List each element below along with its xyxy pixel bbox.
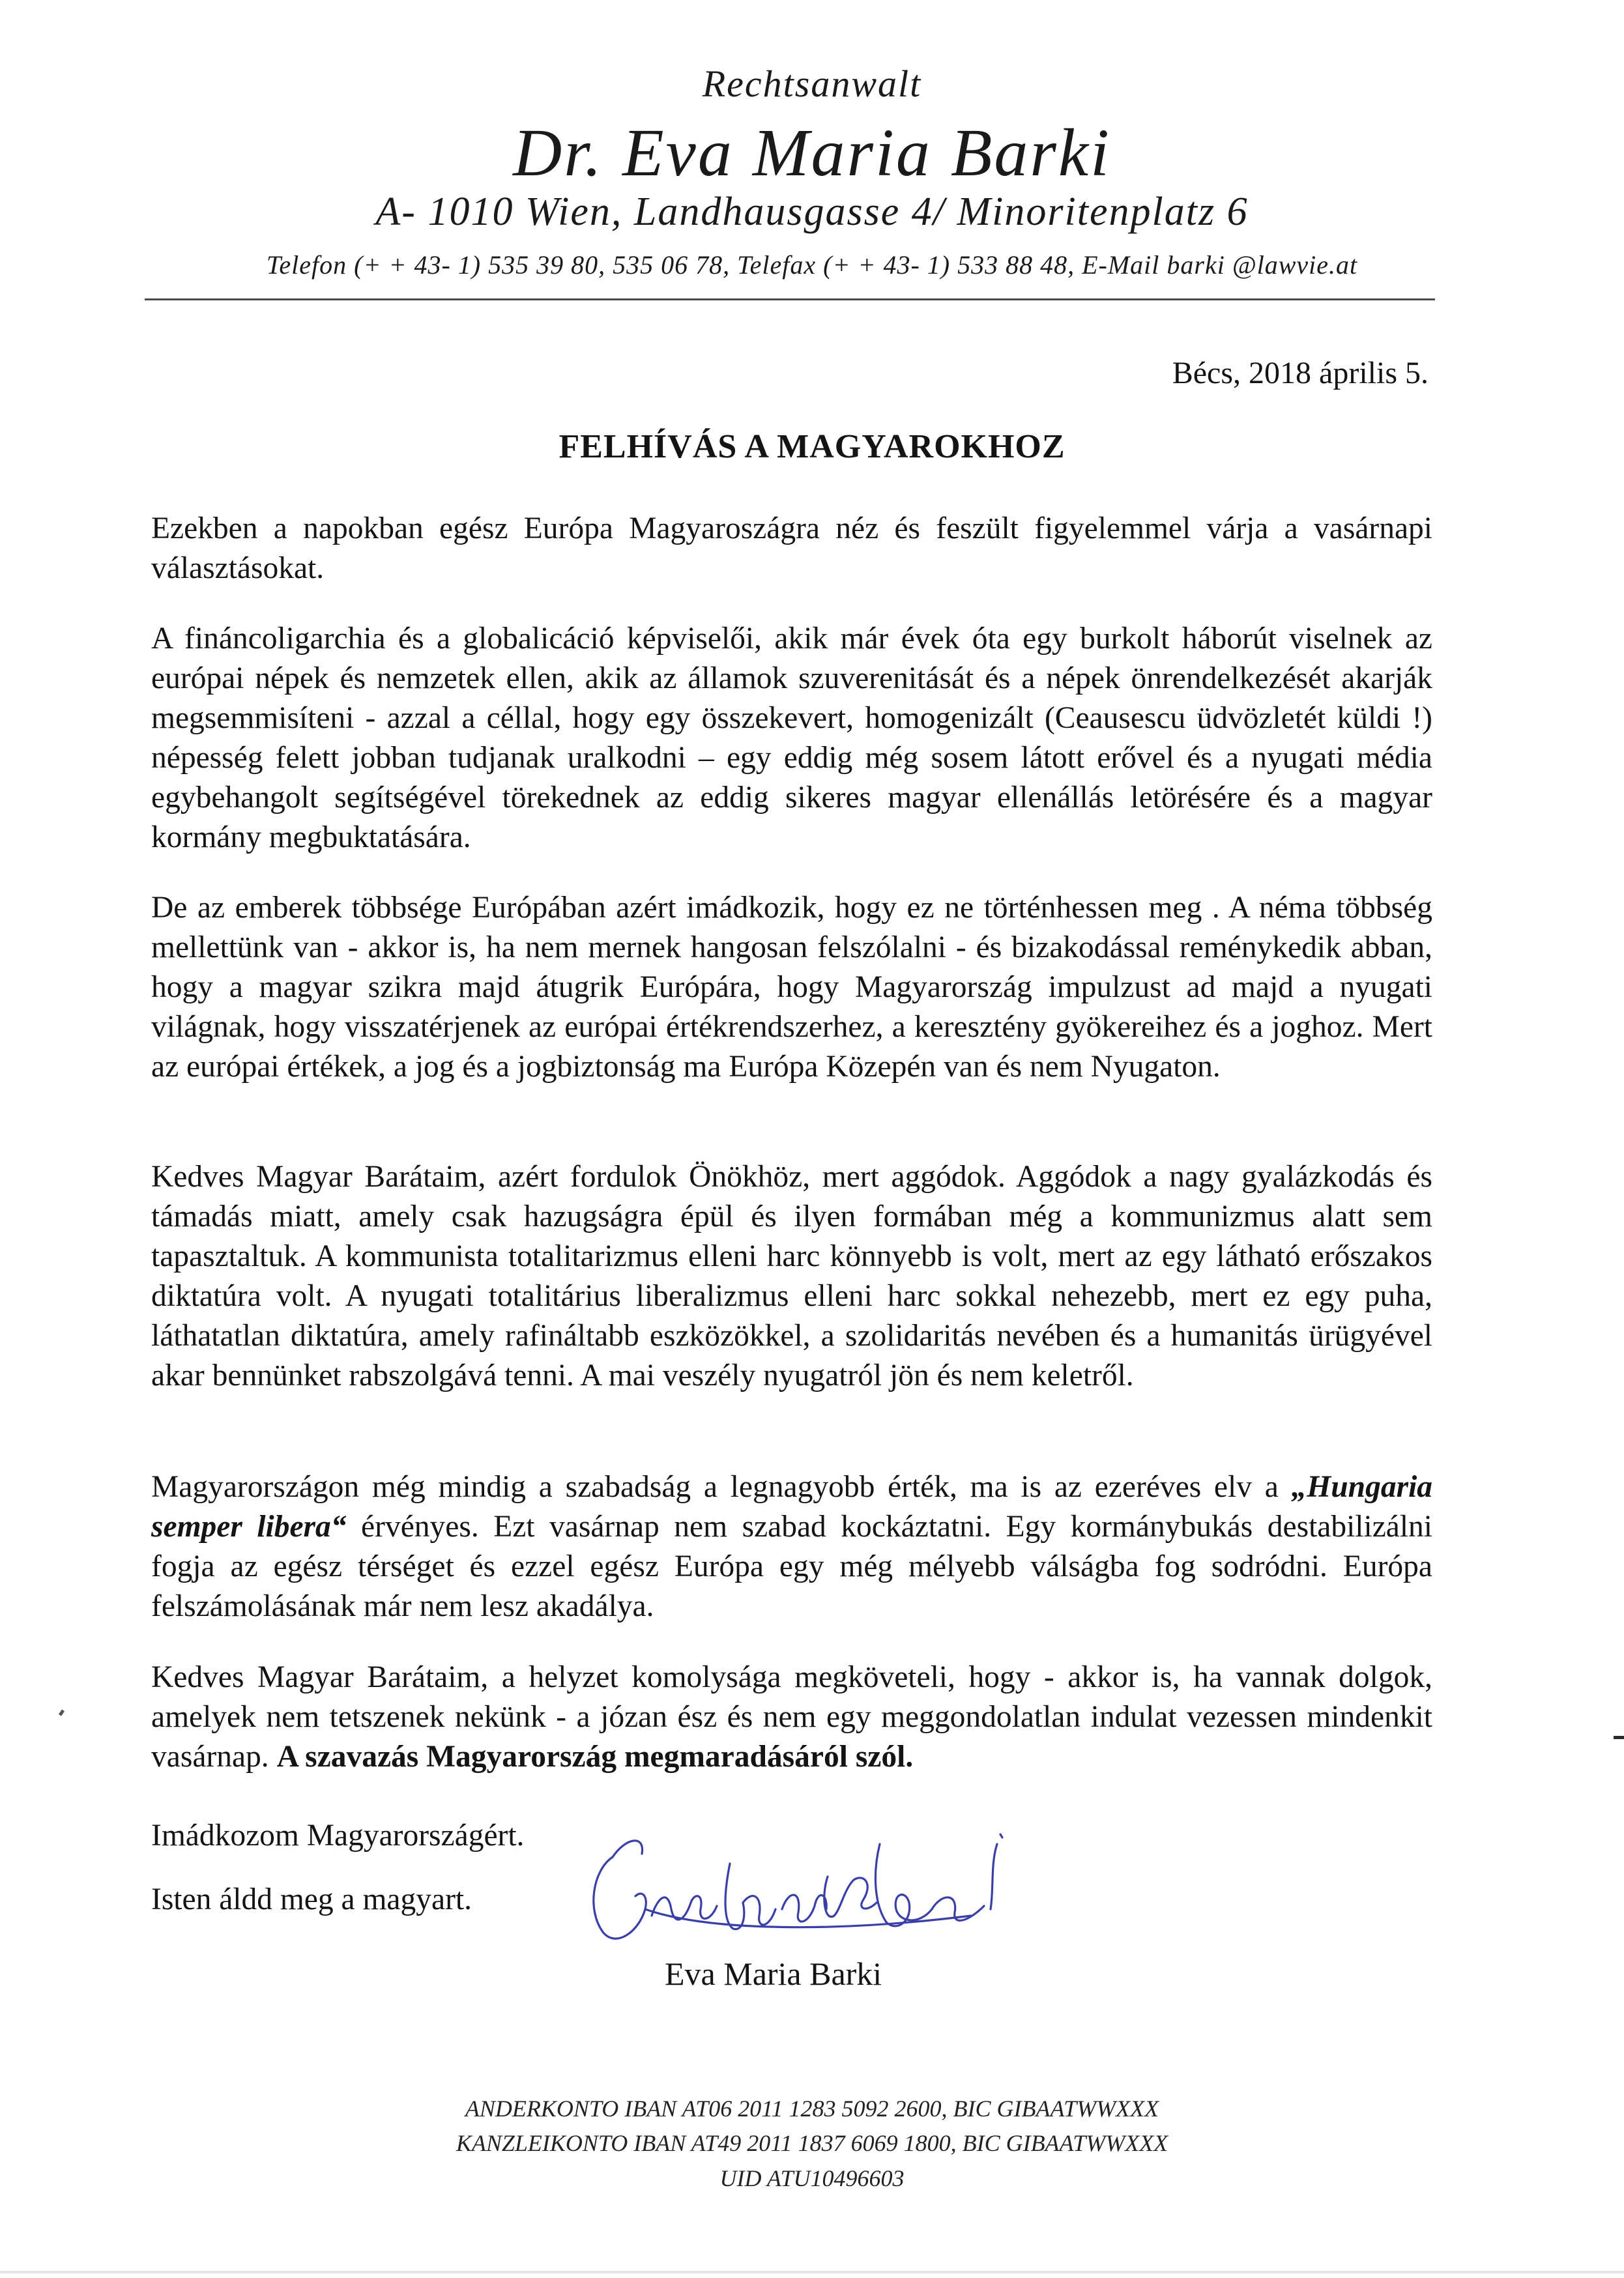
paragraph-6-emphasis: A szavazás Magyarország megmaradásáról szól. <box>276 1740 914 1774</box>
letterhead-contact: Telefon (+ + 43- 1) 535 39 80, 535 06 78, Telefax (+ + 43- 1) 533 88 48, E-Mail barki @lawvie.at <box>266 250 1358 280</box>
scan-edge-mark <box>1614 1736 1624 1739</box>
letter-heading: FELHÍVÁS A MAGYAROKHOZ <box>558 428 1066 465</box>
paragraph-3: De az emberek többsége Európában azért imádkozik, hogy ez ne történhessen meg . A néma többség mellettünk van - akkor is, ha nem mernek hangosan felszólalni - és bizakodással reménykedik abban, hogy a magyar szikra majd átugrik Európára, hogy Magyarország impulzust ad majd a nyugati világnak, hogy visszatérjenek az európai értékrendszerhez, a keresztény gyökereihez és a joghoz. Mert az európai értékek, a jog és a jogbiztonság ma Európa Közepén van és nem Nyugaton. <box>151 891 1432 1084</box>
paragraph-6 <box>151 1658 1432 1777</box>
scan-bottom-edge <box>0 2271 1624 2273</box>
closing-line-1: Imádkozom Magyarországért. <box>151 1819 525 1853</box>
footer-vat-id: UID ATU10496603 <box>719 2165 905 2191</box>
scan-speck <box>59 1709 65 1716</box>
letterhead-title: Rechtsanwalt <box>702 63 922 105</box>
letter-date: Bécs, 2018 április 5. <box>1172 356 1428 390</box>
letterhead-address: A- 1010 Wien, Landhausgasse 4/ Minoritenplatz 6 <box>375 190 1249 234</box>
paragraph-2: A fináncoligarchia és a globalicáció képviselői, akik már évek óta egy burkolt háborút viselnek az európai népek és nemzetek ellen, akik az államok szuverenitását és a népek önrendelkezését akarják megsemmisíteni - azzal a céllal, hogy egy összekevert, homogenizált (Ceausescu üdvözletét küldi !) népesség felett jobban tudjanak uralkodni – egy eddig még sosem látott erővel és a nyugati média egybehangolt segítségével törekednek az eddig sikeres magyar ellenállás letörésére és a magyar kormány megbuktatására. <box>151 622 1432 854</box>
letterhead-name: Dr. Eva Maria Barki <box>513 115 1111 190</box>
handwritten-signature <box>567 1818 1062 1948</box>
letterhead-divider <box>145 298 1435 300</box>
paragraph-6-text: Kedves Magyar Barátaim, a helyzet komolysága megköveteli, hogy - akkor is, ha vannak dolgok, amelyek nem tetszenek nekünk - a józan ész és nem egy meggondolatlan indulat vezessen mindenkit vasárnap. <box>151 1660 1432 1774</box>
signatory-name: Eva Maria Barki <box>665 1955 882 1992</box>
paragraph-4: Kedves Magyar Barátaim, azért fordulok Önökhöz, mert aggódok. Aggódok a nagy gyalázkodás és támadás miatt, amely csak hazugságra épül és ilyen formában még a kommunizmus alatt sem tapasztaltuk. A kommunista totalitarizmus elleni harc könnyebb is volt, mert az egy látható erőszakos diktatúra volt. A nyugati totalitárius liberalizmus elleni harc sokkal nehezebb, mert ez egy puha, láthatatlan diktatúra, amely rafináltabb eszközökkel, a szolidaritás nevében és a humanitás ürügyével akar bennünket rabszolgává tenni. A mai veszély nyugatról jön és nem keletről. <box>151 1160 1432 1392</box>
motto-text: „Hungaria semper libera“ <box>151 1470 1433 1544</box>
closing-line-2: Isten áldd meg a magyart. <box>151 1882 472 1916</box>
paragraph-5-intro: Magyarországon még mindig a szabadság a legnagyobb érték, ma is az ezeréves elv a <box>151 1470 1279 1504</box>
paragraph-5-rest: érvényes. Ezt vasárnap nem szabad kockáztatni. Egy kormánybukás destabilizálni fogja az egész térséget és ezzel egész Európa egy még mélyebb válságba fog sodródni. Európa felszámolásának már nem lesz akadálya. <box>151 1510 1433 1623</box>
paragraph-1: Ezekben a napokban egész Európa Magyaroszágra néz és feszült figyelemmel várja a vasárnapi választásokat. <box>151 512 1432 585</box>
footer-account-1: ANDERKONTO IBAN AT06 2011 1283 5092 2600, BIC GIBAATWWXXX <box>465 2096 1159 2122</box>
footer-account-2: KANZLEIKONTO IBAN AT49 2011 1837 6069 1800, BIC GIBAATWWXXX <box>456 2130 1168 2156</box>
paragraph-5 <box>151 1467 1432 1626</box>
